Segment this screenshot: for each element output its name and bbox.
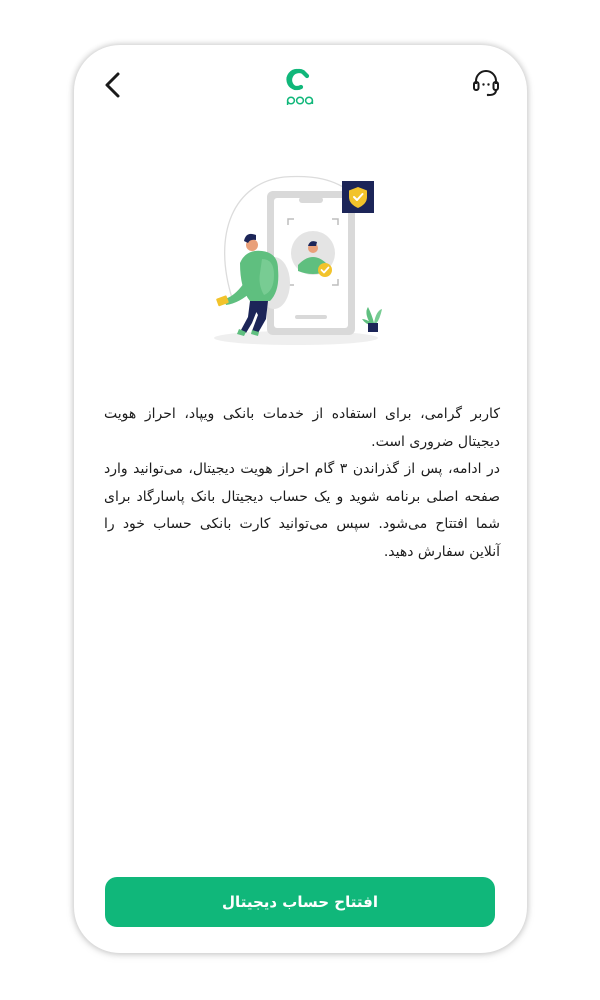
back-button[interactable] [100,69,128,101]
open-digital-account-button[interactable]: افتتاح حساب دیجیتال [105,877,495,927]
intro-paragraph-1: کاربر گرامی، برای استفاده از خدمات بانکی ویپاد، احراز هویت دیجیتال ضروری است. [104,406,500,450]
chevron-left-icon [100,69,128,101]
phone-screen [74,45,527,953]
support-button[interactable] [470,67,502,99]
headset-support-icon [470,67,502,99]
intro-text [104,401,500,566]
top-bar [74,45,527,135]
intro-paragraph-2: در ادامه، پس از گذراندن ۳ گام احراز هویت دیجیتال، می‌توانید وارد صفحه اصلی برنامه شوید و یک حساب دیجیتال بانک پاسارگاد برای شما افتتاح می‌شود. سپس می‌توانید کارت بانکی حساب خود را آنلاین سفارش دهید. [104,461,500,560]
identity-verification-illustration [204,173,404,353]
pod-logo [280,63,320,107]
